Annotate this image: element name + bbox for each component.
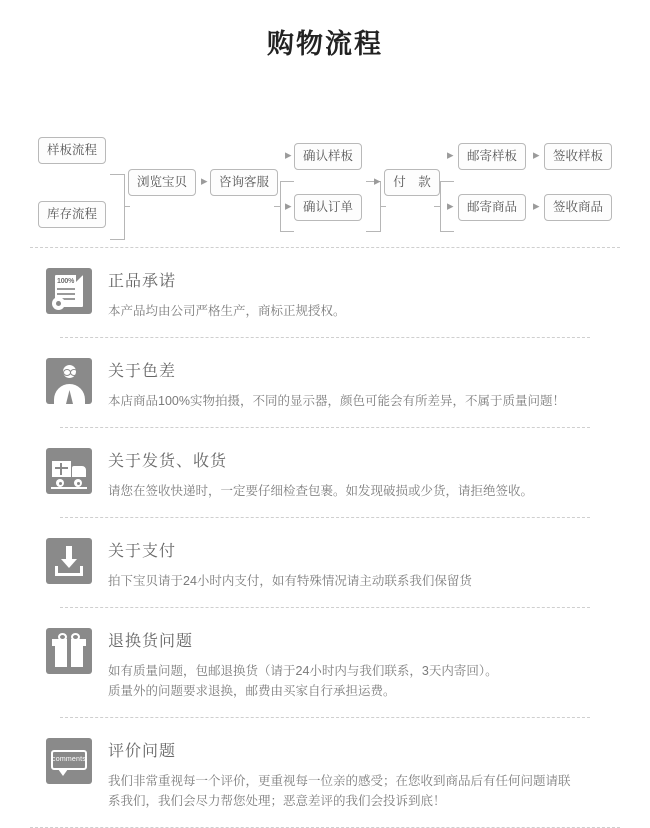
page-title: 购物流程 bbox=[267, 29, 383, 59]
person-icon bbox=[46, 358, 92, 404]
info-heading: 退换货问题 bbox=[108, 633, 194, 650]
flow-arrow-icon: ▸ bbox=[285, 198, 292, 213]
flow-node-stock-process: 库存流程 bbox=[38, 201, 106, 228]
flow-node-confirm-sample: 确认样板 bbox=[294, 143, 362, 170]
info-text: 如有质量问题，包邮退换货（请于24小时内与我们联系，3天内寄回）。 bbox=[108, 664, 498, 678]
info-heading: 评价问题 bbox=[108, 743, 177, 760]
info-heading: 关于支付 bbox=[108, 543, 177, 560]
flow-connector bbox=[380, 206, 386, 207]
download-icon bbox=[46, 538, 92, 584]
comments-icon-label: comments bbox=[52, 756, 86, 763]
comments-icon bbox=[46, 738, 92, 784]
info-heading: 关于发货、收货 bbox=[108, 453, 228, 470]
flow-arrow-icon: ▸ bbox=[447, 147, 454, 162]
flow-arrow-icon: ▸ bbox=[533, 198, 540, 213]
flow-arrow-icon: ▸ bbox=[285, 147, 292, 162]
flow-connector bbox=[280, 181, 294, 182]
flow-node-browse-item: 浏览宝贝 bbox=[128, 169, 196, 196]
flow-arrow-icon: ▸ bbox=[201, 173, 208, 188]
flow-arrow-icon: ▸ bbox=[447, 198, 454, 213]
flow-connector bbox=[440, 231, 454, 232]
gift-icon bbox=[46, 628, 92, 674]
info-heading: 正品承诺 bbox=[108, 273, 177, 290]
info-text: 请您在签收快递时，一定要仔细检查包裹。如发现破损或少货，请拒绝签收。 bbox=[108, 484, 534, 498]
flow-connector bbox=[124, 174, 125, 240]
info-row-shipping bbox=[30, 428, 620, 517]
info-text: 系我们，我们会尽力帮您处理；恶意差评的我们会投诉到底！ bbox=[108, 794, 446, 808]
certificate-percent-label: 100% bbox=[57, 278, 75, 285]
flow-connector bbox=[280, 231, 294, 232]
flow-connector bbox=[434, 206, 441, 207]
info-text: 质量外的问题要求退换，邮费由买家自行承担运费。 bbox=[108, 684, 396, 698]
info-text: 本产品均由公司严格生产，商标正规授权。 bbox=[108, 304, 346, 318]
shopping-flow-diagram bbox=[0, 71, 650, 221]
flow-node-receive-sample: 签收样板 bbox=[544, 143, 612, 170]
flow-node-confirm-order: 确认订单 bbox=[294, 194, 362, 221]
info-text: 我们非常重视每一个评价，更重视每一位亲的感受；在您收到商品后有任何问题请联 bbox=[108, 774, 571, 788]
flow-node-sample-process: 样板流程 bbox=[38, 137, 106, 164]
flow-node-mail-goods: 邮寄商品 bbox=[458, 194, 526, 221]
info-text: 拍下宝贝请于24小时内支付，如有特殊情况请主动联系我们保留货 bbox=[108, 574, 472, 588]
info-row-returns bbox=[30, 608, 620, 717]
flow-connector bbox=[440, 181, 454, 182]
flow-connector bbox=[366, 231, 380, 232]
flow-arrow-icon: ▸ bbox=[533, 147, 540, 162]
flow-node-mail-sample: 邮寄样板 bbox=[458, 143, 526, 170]
info-text: 本店商品100%实物拍摄，不同的显示器，颜色可能会有所差异，不属于质量问题！ bbox=[108, 394, 565, 408]
flow-node-consult-service: 咨询客服 bbox=[210, 169, 278, 196]
flow-connector bbox=[124, 206, 130, 207]
flow-node-receive-goods: 签收商品 bbox=[544, 194, 612, 221]
info-row-authentic bbox=[30, 248, 620, 337]
info-row-color-difference bbox=[30, 338, 620, 427]
info-heading: 关于色差 bbox=[108, 363, 177, 380]
info-row-reviews bbox=[30, 718, 620, 827]
info-sections bbox=[0, 248, 650, 828]
flow-connector bbox=[110, 239, 124, 240]
flow-node-payment: 付 款 bbox=[384, 169, 440, 196]
flow-connector bbox=[110, 174, 124, 175]
truck-icon bbox=[46, 448, 92, 494]
flow-arrow-icon: ▸ bbox=[374, 173, 381, 188]
info-row-payment bbox=[30, 518, 620, 607]
flow-connector bbox=[274, 206, 281, 207]
certificate-icon bbox=[46, 268, 92, 314]
